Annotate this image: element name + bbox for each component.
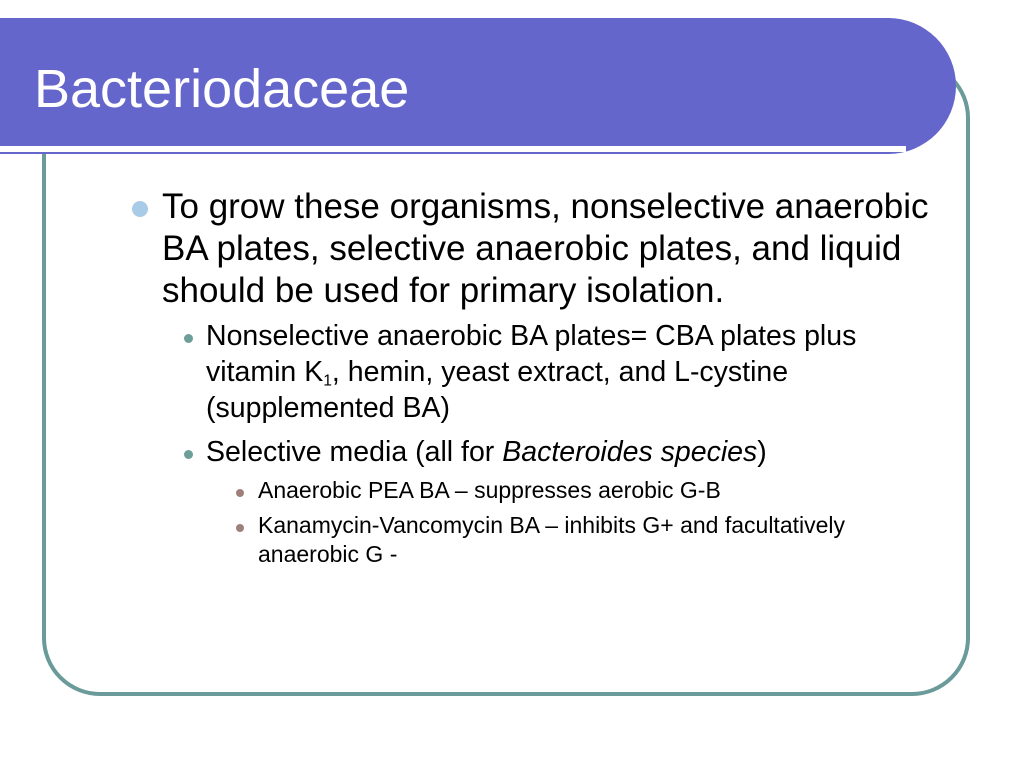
sub-sub-bullet-pea-ba: [236, 476, 952, 505]
sub-bullet-nonselective-media: [184, 318, 952, 426]
bullet-dot-level3: [236, 524, 244, 532]
slide-title: Bacteriodaceae: [34, 59, 410, 119]
title-bar: [0, 18, 956, 154]
slide-body: [132, 186, 952, 569]
bullet-dot-level2: [184, 450, 193, 459]
bullet-dot-level1: [132, 201, 148, 217]
sub-bullet-selective-text-before: Selective media (all for: [206, 436, 503, 468]
sub-bullet-selective-italic: Bacteroides species: [502, 436, 758, 468]
bullet-primary-isolation: [132, 186, 952, 312]
bullet-primary-isolation-text: To grow these organisms, nonselective anaerobic BA plates, selective anaerobic plates, and liquid should be used for primary isolation.: [162, 187, 929, 310]
bullet-dot-level2: [184, 334, 193, 343]
vitamin-k-subscript: 1: [323, 372, 332, 390]
sub-sub-bullet-kv-ba-text: Kanamycin-Vancomycin BA – inhibits G+ and facultatively anaerobic G -: [258, 512, 846, 567]
bullet-dot-level3: [236, 489, 244, 497]
sub-sub-bullet-kv-ba: [236, 511, 952, 569]
title-underline: [0, 146, 906, 152]
sub-bullet-selective-media: [184, 434, 952, 470]
sub-bullet-nonselective-text-before: Nonselective anaerobic BA plates= CBA plates plus vitamin K: [206, 320, 857, 388]
sub-bullet-nonselective-text-after: , hemin, yeast extract, and L-cystine (supplemented BA): [206, 356, 789, 424]
sub-bullet-selective-text-after: ): [757, 436, 767, 468]
sub-sub-bullet-pea-ba-text: Anaerobic PEA BA – suppresses aerobic G-B: [258, 477, 721, 503]
